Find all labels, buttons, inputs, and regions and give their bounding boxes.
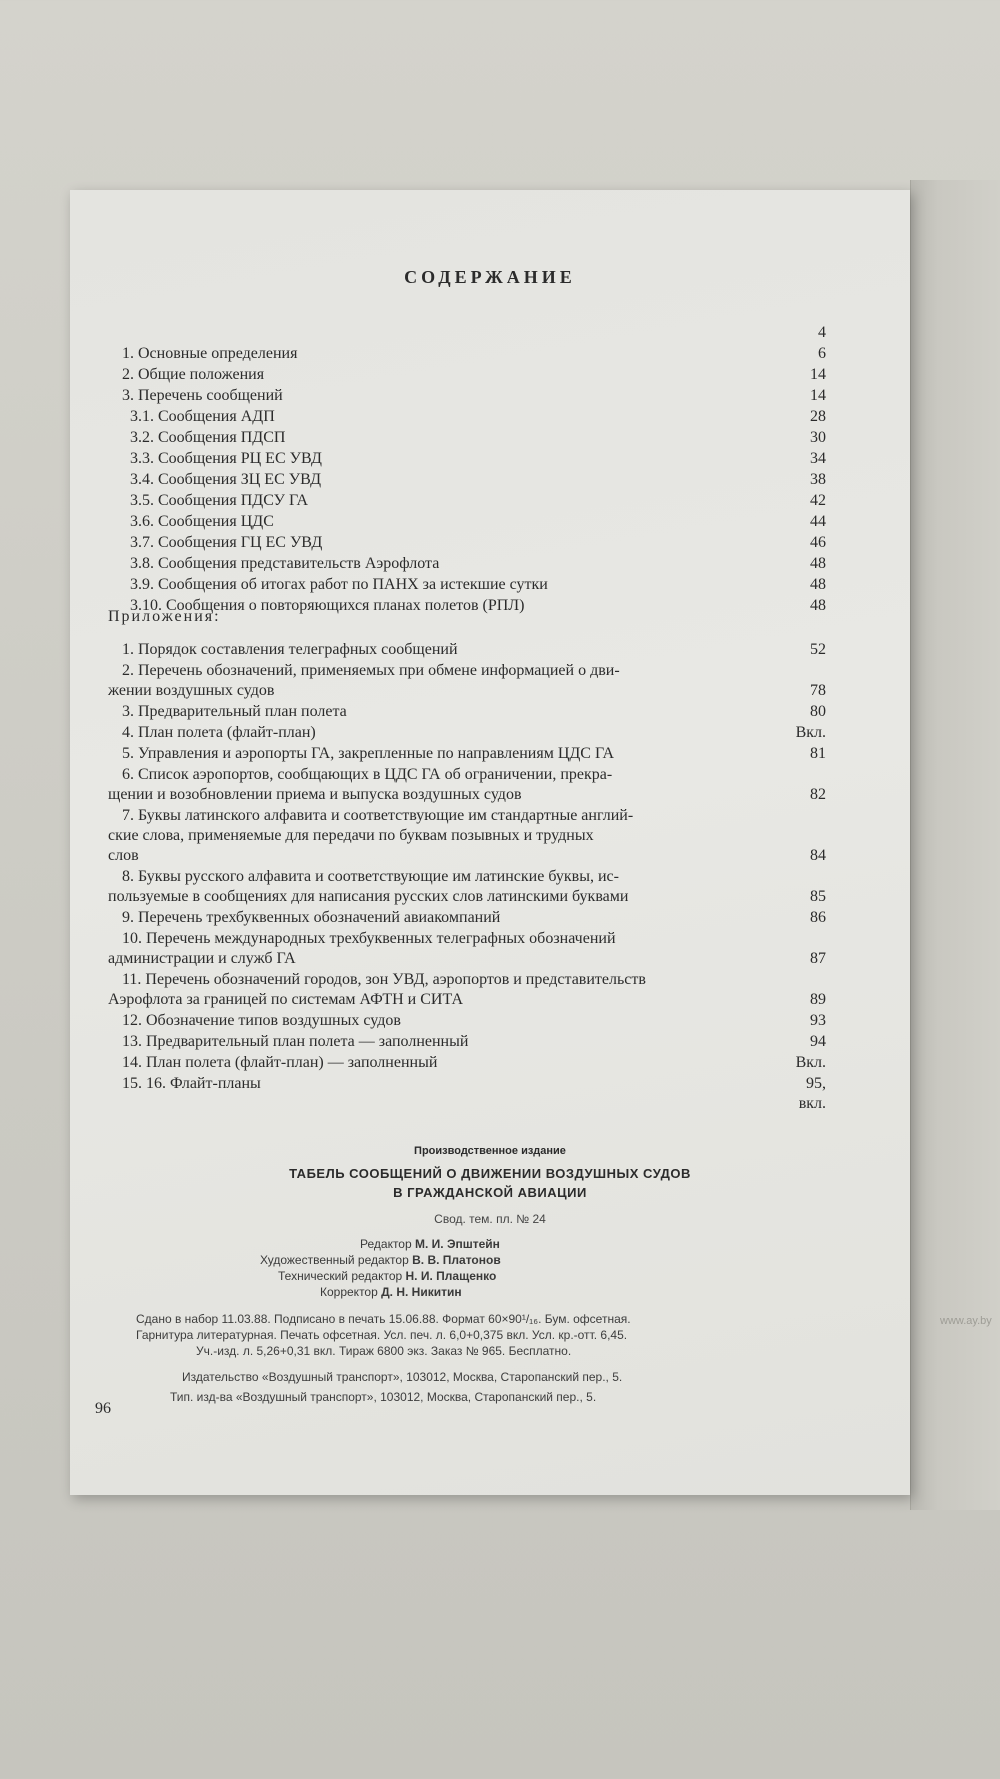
toc-page: 48 <box>810 555 826 572</box>
appendix-item-text: слов <box>108 847 139 864</box>
toc-page: 34 <box>810 450 826 467</box>
appendix-item-page: 52 <box>810 641 826 658</box>
appendix-item-text: 15. 16. Флайт-планы <box>122 1075 261 1092</box>
toc-label: 3.9. Сообщения об итогах работ по ПАНХ за истекшие сутки <box>130 576 548 593</box>
appendix-item-text: 6. Список аэропортов, сообщающих в ЦДС ГА об ограничении, прекра- <box>122 766 613 783</box>
appendix-item-page: 80 <box>810 703 826 720</box>
printer-address: Тип. изд-ва «Воздушный транспорт», 103012, Москва, Старопанский пер., 5. <box>170 1390 597 1404</box>
toc-label: 3.2. Сообщения ПДСП <box>130 429 286 446</box>
appendix-item-text: 4. План полета (флайт-план) <box>122 724 316 741</box>
toc-row <box>70 365 826 385</box>
appendix-item-text: администрации и служб ГА <box>108 950 296 967</box>
toc-page: 38 <box>810 471 826 488</box>
appendix-item-text: 14. План полета (флайт-план) — заполненный <box>122 1054 438 1071</box>
book-spine <box>910 180 1000 1510</box>
credit-person: Н. И. Плащенко <box>405 1269 497 1283</box>
toc-row <box>70 449 826 469</box>
print-info-3: Уч.-изд. л. 5,26+0,31 вкл. Тираж 6800 экз. Заказ № 965. Бесплатно. <box>196 1344 572 1358</box>
toc-row <box>70 428 826 448</box>
credit-tech-editor <box>278 1269 496 1283</box>
appendix-item-text: ские слова, применяемые для передачи по буквам позывных и трудных <box>108 827 594 844</box>
credit-art-editor <box>260 1253 501 1267</box>
appendix-item-text: жении воздушных судов <box>108 682 275 699</box>
imprint-title-line2: В ГРАЖДАНСКОЙ АВИАЦИИ <box>393 1185 587 1200</box>
appendix-item-page: 84 <box>810 847 826 864</box>
appendix-item-text: Аэрофлота за границей по системам АФТН и СИТА <box>108 991 463 1008</box>
toc-row <box>70 512 826 532</box>
toc-row <box>70 491 826 511</box>
imprint-title-line1: ТАБЕЛЬ СООБЩЕНИЙ О ДВИЖЕНИИ ВОЗДУШНЫХ СУДОВ <box>289 1166 691 1181</box>
toc-row <box>70 533 826 553</box>
credit-role: Технический редактор <box>278 1269 403 1283</box>
appendix-item-text: 1. Порядок составления телеграфных сообщений <box>122 641 458 658</box>
appendix-item-text: 10. Перечень международных трехбуквенных телеграфных обозначений <box>122 930 616 947</box>
page-heading: СОДЕРЖАНИЕ <box>404 267 576 287</box>
appendix-item-page: 94 <box>810 1033 826 1050</box>
toc-page: 46 <box>810 534 826 551</box>
toc-label: 2. Общие положения <box>122 366 265 383</box>
toc-label: 3.5. Сообщения ПДСУ ГА <box>130 492 309 509</box>
appendix-item-text: 11. Перечень обозначений городов, зон УВД, аэропортов и представительств <box>122 971 646 988</box>
appendix-item-page: 82 <box>810 786 826 803</box>
appendix-item-page: 81 <box>810 745 826 762</box>
toc-page: 28 <box>810 408 826 425</box>
toc-page: 48 <box>810 597 826 614</box>
appendix-item-page: вкл. <box>798 1095 826 1112</box>
toc-page: 48 <box>810 576 826 593</box>
credit-role: Художественный редактор <box>260 1253 409 1267</box>
toc-page: 44 <box>810 513 826 530</box>
appendix-item-text: 2. Перечень обозначений, применяемых при обмене информацией о дви- <box>122 662 620 679</box>
appendix-item-page: Вкл. <box>795 1054 826 1071</box>
print-info-1: Сдано в набор 11.03.88. Подписано в печать 15.06.88. Формат 60×90¹/₁₆. Бум. офсетная. <box>136 1312 631 1326</box>
toc-label: 3.10. Сообщения о повторяющихся планах полетов (РПЛ) <box>130 597 525 614</box>
page-number: 96 <box>95 1400 111 1417</box>
appendix-item-page: Вкл. <box>795 724 826 741</box>
appendix-item-text: 3. Предварительный план полета <box>122 703 347 720</box>
toc-label: 1. Основные определения <box>122 345 298 362</box>
plan-number: Свод. тем. пл. № 24 <box>434 1212 546 1226</box>
toc-row <box>70 575 826 595</box>
toc-row <box>70 323 826 343</box>
appendix-item-text: 5. Управления и аэропорты ГА, закрепленные по направлениям ЦДС ГА <box>122 745 615 762</box>
edition-type: Производственное издание <box>414 1145 566 1157</box>
toc-label: 3.4. Сообщения ЗЦ ЕС УВД <box>130 471 322 488</box>
appendix-item-page: 93 <box>810 1012 826 1029</box>
appendix-item-page: 95, <box>806 1075 826 1092</box>
appendix-title: Приложения: <box>108 608 221 625</box>
toc-page: 42 <box>810 492 826 509</box>
credit-role: Корректор <box>320 1285 378 1299</box>
appendix-item-text: 7. Буквы латинского алфавита и соответствующие им стандартные англий- <box>122 807 634 824</box>
toc-page: 14 <box>810 366 826 383</box>
appendix-item-text: щении и возобновлении приема и выпуска воздушных судов <box>108 786 522 803</box>
appendix-item-page: 87 <box>810 950 826 967</box>
appendix-item-text: 13. Предварительный план полета — заполненный <box>122 1033 469 1050</box>
toc-row <box>70 407 826 427</box>
publisher-address: Издательство «Воздушный транспорт», 103012, Москва, Старопанский пер., 5. <box>182 1370 623 1384</box>
toc-row <box>70 554 826 574</box>
credit-person: В. В. Платонов <box>412 1253 501 1267</box>
credit-proofreader <box>320 1285 462 1299</box>
toc-label: 3. Перечень сообщений <box>122 387 283 404</box>
appendix-item-page: 78 <box>810 682 826 699</box>
toc-row <box>70 470 826 490</box>
appendix-item-text: 12. Обозначение типов воздушных судов <box>122 1012 401 1029</box>
toc-label: 3.6. Сообщения ЦДС <box>130 513 274 530</box>
appendix-item-text: 9. Перечень трехбуквенных обозначений авиакомпаний <box>122 909 501 926</box>
toc-page: 14 <box>810 387 826 404</box>
toc-label: 3.8. Сообщения представительств Аэрофлота <box>130 555 440 572</box>
toc-page: 6 <box>818 345 826 362</box>
toc-page: 30 <box>810 429 826 446</box>
appendix-item-page: 86 <box>810 909 826 926</box>
toc-label: 3.1. Сообщения АДП <box>130 408 275 425</box>
credit-person: М. И. Эпштейн <box>415 1237 500 1251</box>
toc-row <box>70 344 826 364</box>
print-info-2: Гарнитура литературная. Печать офсетная. Усл. печ. л. 6,0+0,375 вкл. Усл. кр.-отт. 6,45. <box>136 1328 628 1342</box>
watermark: www.ay.by <box>940 1315 992 1327</box>
toc-row <box>70 386 826 406</box>
imprint-title <box>70 1164 910 1202</box>
credit-person: Д. Н. Никитин <box>381 1285 462 1299</box>
credit-editor <box>360 1237 500 1251</box>
appendix-item-text: пользуемые в сообщениях для написания русских слов латинскими буквами <box>108 888 629 905</box>
appendix-item-text: 8. Буквы русского алфавита и соответствующие им латинские буквы, ис- <box>122 868 619 885</box>
book-page <box>70 190 910 1495</box>
toc-page: 4 <box>818 324 826 341</box>
appendix-item-page: 89 <box>810 991 826 1008</box>
appendix-item-page: 85 <box>810 888 826 905</box>
credit-role: Редактор <box>360 1237 412 1251</box>
toc-label: 3.7. Сообщения ГЦ ЕС УВД <box>130 534 323 551</box>
toc-label: 3.3. Сообщения РЦ ЕС УВД <box>130 450 322 467</box>
